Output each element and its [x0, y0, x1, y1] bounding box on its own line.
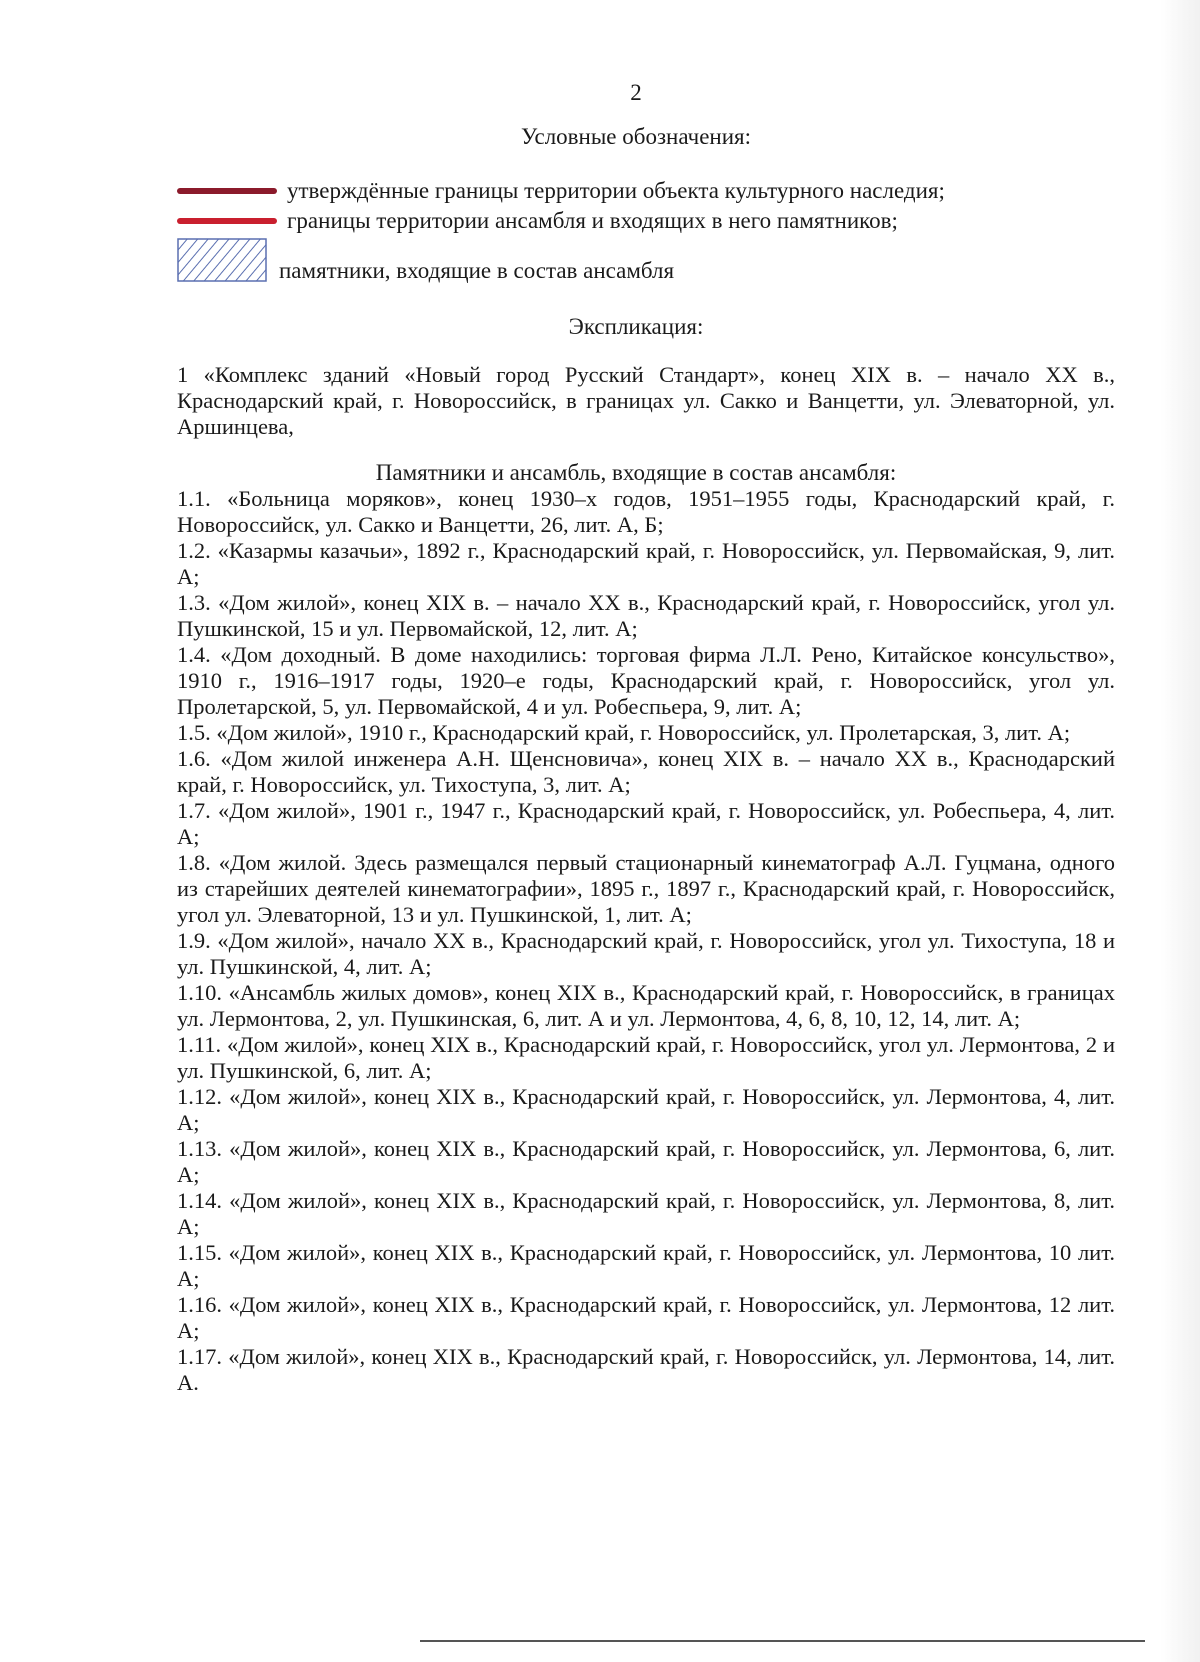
page-edge-shadow: [1160, 0, 1200, 1662]
list-item: 1.3. «Дом жилой», конец XIX в. – начало XX в., Краснодарский край, г. Новороссийск, угол ул. Пушкинской, 15 и ул. Первомайской, 12, лит. А;: [177, 590, 1115, 641]
list-item: 1.5. «Дом жилой», 1910 г., Краснодарский край, г. Новороссийск, ул. Пролетарская, 3, лит. А;: [177, 720, 1071, 745]
legend-item-ensemble-boundary: [177, 208, 898, 234]
bottom-divider: [420, 1640, 1145, 1642]
legend-item-monuments: [177, 236, 674, 284]
page-number: 2: [630, 80, 642, 105]
list-item: 1.1. «Больница моряков», конец 1930–х годов, 1951–1955 годы, Краснодарский край, г. Новороссийск, ул. Сакко и Ванцетти, 26, лит. А, Б;: [177, 486, 1115, 537]
list-item: 1.17. «Дом жилой», конец XIX в., Краснодарский край, г. Новороссийск, ул. Лермонтова, 14, лит. А.: [177, 1344, 1115, 1395]
list-item: 1.6. «Дом жилой инженера А.Н. Щенсновича», конец XIX в. – начало XX в., Краснодарский край, г. Новороссийск, ул. Тихоступа, 3, лит. А;: [177, 746, 1115, 797]
legend-title: Условные обозначения:: [520, 124, 752, 149]
legend-item-label: памятники, входящие в состав ансамбля: [279, 258, 675, 283]
list-item: 1.4. «Дом доходный. В доме находились: торговая фирма Л.Л. Рено, Китайское консульство», 1910 г., 1916–1917 годы, 1920–е годы, Краснодарский край, г. Новороссийск, угол ул. Пролетарской, 5, ул. Первомайской, 4 и ул. Робеспьера, 9, лит. А;: [177, 642, 1115, 719]
explication-title: Экспликация:: [568, 314, 704, 339]
legend-item-label: утверждённые границы территории объекта культурного наследия;: [287, 178, 945, 203]
list-item: 1.2. «Казармы казачьи», 1892 г., Краснодарский край, г. Новороссийск, ул. Первомайская, 9, лит. А;: [177, 538, 1115, 589]
list-item: 1.16. «Дом жилой», конец XIX в., Краснодарский край, г. Новороссийск, ул. Лермонтова, 12 лит. А;: [177, 1292, 1115, 1343]
list-item: 1.14. «Дом жилой», конец XIX в., Краснодарский край, г. Новороссийск, ул. Лермонтова, 8, лит. А;: [177, 1188, 1115, 1239]
explication-item: 1 «Комплекс зданий «Новый город Русский Стандарт», конец XIX в. – начало XX в., Краснодарский край, г. Новороссийск, в границах ул. Сакко и Ванцетти, ул. Элеваторной, ул. Аршинцева,: [177, 362, 1115, 439]
legend-item-approved-boundary: [177, 178, 945, 204]
hatched-area-icon: [177, 238, 267, 282]
explication-main-text: [177, 362, 1115, 440]
list-item: 1.12. «Дом жилой», конец XIX в., Краснодарский край, г. Новороссийск, ул. Лермонтова, 4, лит. А;: [177, 1084, 1115, 1135]
monuments-list: [177, 486, 1115, 1396]
list-item: 1.15. «Дом жилой», конец XIX в., Краснодарский край, г. Новороссийск, ул. Лермонтова, 10 лит. А;: [177, 1240, 1115, 1291]
list-item: 1.11. «Дом жилой», конец XIX в., Краснодарский край, г. Новороссийск, угол ул. Лермонтова, 2 и ул. Пушкинской, 6, лит. А;: [177, 1032, 1115, 1083]
list-item: 1.8. «Дом жилой. Здесь размещался первый стационарный кинематограф А.Л. Гуцмана, одного из старейших деятелей кинематографии», 1895 г., 1897 г., Краснодарский край, г. Новороссийск, угол ул. Элеваторной, 13 и ул. Пушкинской, 1, лит. А;: [177, 850, 1115, 927]
list-item: 1.7. «Дом жилой», 1901 г., 1947 г., Краснодарский край, г. Новороссийск, ул. Робеспьера, 4, лит. А;: [177, 798, 1115, 849]
dark-red-line-icon: [177, 188, 277, 194]
red-line-icon: [177, 218, 277, 224]
list-item: 1.10. «Ансамбль жилых домов», конец XIX в., Краснодарский край, г. Новороссийск, в границах ул. Лермонтова, 2, ул. Пушкинская, 6, лит. А и ул. Лермонтова, 4, 6, 8, 10, 12, 14, лит. А;: [177, 980, 1115, 1031]
list-item: 1.13. «Дом жилой», конец XIX в., Краснодарский край, г. Новороссийск, ул. Лермонтова, 6, лит. А;: [177, 1136, 1115, 1187]
monuments-title: Памятники и ансамбль, входящие в состав ансамбля:: [375, 460, 897, 485]
list-item: 1.9. «Дом жилой», начало XX в., Краснодарский край, г. Новороссийск, угол ул. Тихоступа, 18 и ул. Пушкинской, 4, лит. А;: [177, 928, 1115, 979]
legend-item-label: границы территории ансамбля и входящих в него памятников;: [287, 208, 898, 233]
